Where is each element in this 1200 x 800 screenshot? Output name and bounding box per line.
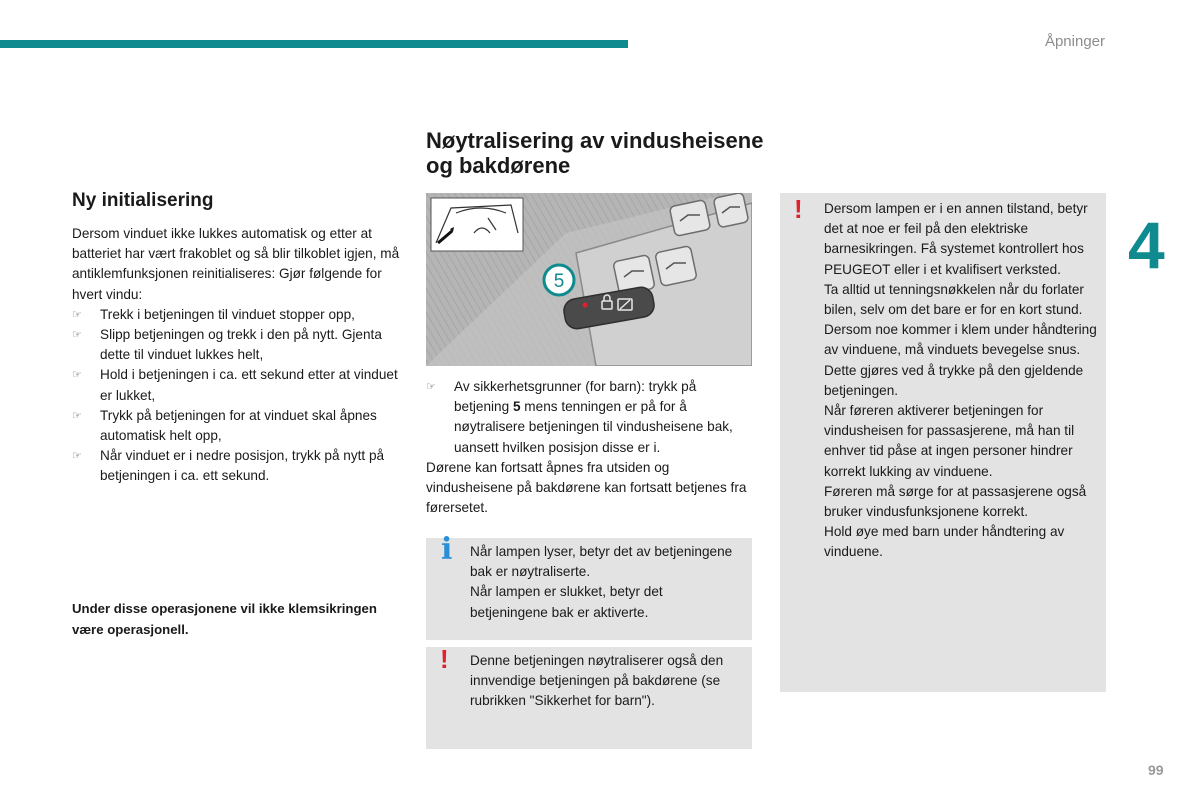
warning-paragraph: Føreren må sørge for at passasjerene også bruker vindusfunksjonene korrekt. (824, 483, 1087, 520)
warning-paragraph: Dersom lampen er i en annen tilstand, betyr det at noe er feil på den elektriske barnesikringen. Få systemet kontrollert hos PEUGEOT eller i et kvalifisert verksted. (824, 201, 1088, 277)
warning-paragraph: Når føreren aktiverer betjeningen for vindusheisen for passasjerene, må han til enhver tid påse at ingen personer hindrer korrekt lukking av vinduene. (824, 403, 1075, 479)
warning-box-middle (426, 644, 752, 749)
window-switch-illustration (426, 193, 752, 366)
figure-callout-label: 5 (553, 271, 565, 292)
list-item: ☞ Når vinduet er i nedre posisjon, trykk på nytt på betjeningen i ca. ett sekund. (72, 448, 385, 484)
info-icon: i (441, 532, 453, 567)
warning-paragraph: Ta alltid ut tenningsnøkkelen når du forlater bilen, selv om det bare er for en kort stund. (824, 281, 1084, 318)
hand-pointer-icon: ☞ (72, 308, 82, 321)
list-item: ☞ Hold i betjeningen i ca. ett sekund etter at vinduet er lukket, (72, 367, 398, 403)
hand-pointer-icon: ☞ (72, 450, 82, 463)
left-intro: Dersom vinduet ikke lukkes automatisk og etter at batteriet har vært frakoblet og så blir tilkoblet igjen, må antiklemfunksjonen reinitialiseres: Gjør følgende for hvert vindu: (72, 226, 400, 302)
left-column (72, 190, 402, 487)
section-title: Åpninger (1044, 33, 1105, 50)
info-line: Når lampen er slukket, betyr det betjeningene bak er aktiverte. (470, 584, 663, 620)
hand-pointer-icon: ☞ (72, 329, 82, 342)
hand-pointer-icon: ☞ (72, 369, 82, 382)
middle-paragraph: Dørene kan fortsatt åpnes fra utsiden og vindusheisene på bakdørene kan fortsatt betjenes fra førersetet. (426, 459, 747, 516)
middle-step-list (426, 377, 752, 458)
info-box (426, 532, 752, 640)
warning-paragraph: Dersom noe kommer i klem under håndtering av vinduene, må vinduets bevegelse snus. Dette gjøres ved å trykke på den gjeldende betjeningen. (824, 322, 1097, 398)
info-line: Når lampen lyser, betyr det av betjeningene bak er nøytraliserte. (470, 544, 733, 580)
list-item: ☞ Trykk på betjeningen for at vinduet skal åpnes automatisk helt opp, (72, 407, 377, 444)
page-number: 99 (1148, 762, 1164, 778)
hand-pointer-icon: ☞ (72, 409, 82, 422)
warning-box-right (780, 193, 1106, 692)
chapter-number: 4 (1128, 208, 1165, 282)
warning-icon: ! (794, 194, 803, 224)
hand-pointer-icon: ☞ (426, 381, 436, 393)
warning-icon: ! (440, 644, 449, 674)
left-bold-note: Under disse operasjonene vil ikke klemsikringen være operasjonell. (72, 601, 377, 637)
header-accent-bar (0, 40, 628, 48)
warning-paragraph: Hold øye med barn under håndtering av vinduene. (824, 524, 1065, 560)
middle-heading: Nøytralisering av vindusheisene og bakdørene (426, 128, 764, 178)
left-heading: Ny initialisering (72, 190, 214, 211)
left-step-list (72, 305, 402, 487)
list-item: ☞ Av sikkerhetsgrunner (for barn): trykk på betjening 5 mens tenningen er på for å nøytralisere betjeningen til vindusheisene bak, uansett hvilken posisjon disse er i. (426, 379, 733, 455)
middle-body (426, 377, 752, 518)
list-item: ☞ Slipp betjeningen og trekk i den på nytt. Gjenta dette til vinduet lukkes helt, (72, 327, 382, 363)
list-item: ☞ Trekk i betjeningen til vinduet stopper opp, (72, 305, 402, 325)
warning-text: Denne betjeningen nøytraliserer også den innvendige betjeningen på bakdørene (se rubrikken "Sikkerhet for barn"). (470, 653, 724, 709)
